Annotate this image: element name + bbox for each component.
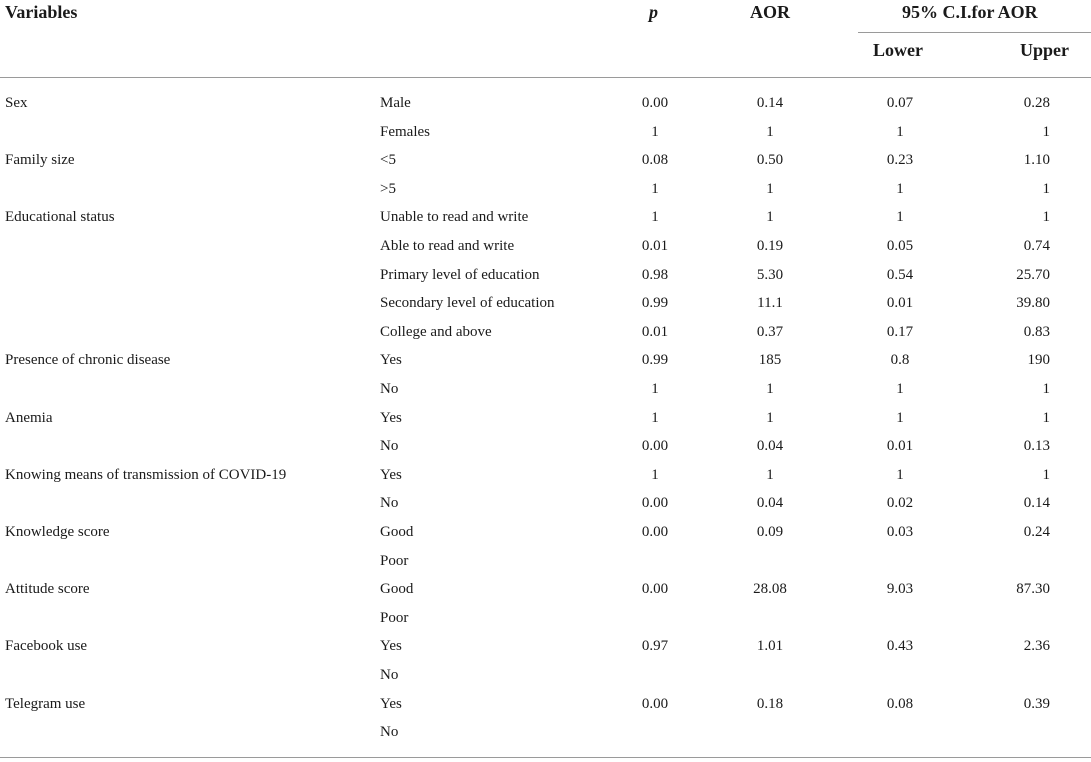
ci-lower-cell: 1 — [896, 381, 904, 397]
aor-cell: 11.1 — [757, 295, 783, 312]
variable-cell: Family size — [5, 152, 75, 169]
ci-lower-cell: 0.01 — [886, 438, 914, 455]
table-row — [0, 695, 1091, 724]
variable-cell: Attitude score — [5, 581, 90, 598]
ci-lower-cell: 0.01 — [886, 295, 914, 312]
ci-upper-cell: 1.10 — [1023, 152, 1050, 169]
p-value-cell: 1 — [651, 180, 659, 197]
aor-cell: 1 — [766, 180, 774, 197]
aor-cell: 185 — [758, 352, 782, 369]
p-value-cell: 1 — [651, 466, 659, 483]
ci-lower-cell: 0.03 — [886, 524, 914, 540]
p-value-cell: 1 — [651, 209, 659, 226]
p-value-cell: 0.00 — [641, 495, 669, 512]
table-row — [0, 494, 1091, 523]
ci-underline — [858, 32, 1091, 33]
ci-upper-cell: 0.24 — [1023, 524, 1050, 540]
p-value-cell: 0.00 — [641, 438, 669, 455]
aor-cell: 0.09 — [756, 524, 784, 540]
header-lower: Lower — [873, 40, 923, 60]
table-row — [0, 94, 1091, 123]
category-cell: Able to read and write — [380, 238, 515, 254]
ci-upper-cell: 1 — [1042, 180, 1050, 197]
ci-upper-cell: 0.13 — [1023, 438, 1050, 455]
aor-cell: 0.04 — [756, 438, 784, 455]
ci-upper-cell: 0.28 — [1023, 95, 1050, 111]
ci-lower-cell: 1 — [896, 409, 904, 426]
category-cell: Yes — [380, 695, 402, 712]
variable-cell: Knowledge score — [5, 524, 110, 540]
aor-cell: 1 — [766, 381, 774, 397]
header-aor: AOR — [750, 2, 790, 22]
variable-cell: Presence of chronic disease — [5, 352, 171, 369]
ci-upper-cell: 2.36 — [1023, 638, 1050, 655]
category-cell: No — [380, 438, 399, 455]
p-value-cell: 0.08 — [641, 152, 669, 169]
ci-upper-cell: 1 — [1042, 123, 1050, 140]
ci-lower-cell: 1 — [896, 209, 904, 226]
header-divider — [0, 77, 1091, 78]
ci-lower-cell: 0.05 — [886, 238, 914, 254]
ci-lower-cell: 0.17 — [886, 323, 914, 340]
p-value-cell: 0.01 — [641, 323, 669, 340]
ci-lower-cell: 0.23 — [886, 152, 914, 169]
category-cell: Good — [380, 524, 414, 540]
category-cell: Yes — [380, 409, 402, 426]
variable-cell: Sex — [5, 95, 28, 111]
ci-upper-cell: 0.39 — [1023, 695, 1050, 712]
variable-cell: Telegram use — [5, 695, 86, 712]
category-cell: Male — [380, 95, 411, 111]
category-cell: Yes — [380, 352, 402, 369]
aor-cell: 1 — [766, 209, 774, 226]
aor-cell: 28.08 — [753, 581, 787, 598]
ci-lower-cell: 0.54 — [886, 266, 914, 283]
table-row — [0, 666, 1091, 695]
category-cell: Poor — [380, 609, 409, 626]
ci-upper-cell: 0.83 — [1023, 323, 1050, 340]
ci-lower-cell: 9.03 — [886, 581, 914, 598]
ci-lower-cell: 1 — [896, 466, 904, 483]
p-value-cell: 0.98 — [641, 266, 669, 283]
p-value-cell: 1 — [651, 123, 659, 140]
category-cell: Good — [380, 581, 414, 598]
p-value-cell: 0.00 — [641, 695, 669, 712]
table-row — [0, 237, 1091, 266]
ci-upper-cell: 0.14 — [1023, 495, 1050, 512]
aor-cell: 0.37 — [756, 323, 784, 340]
category-cell: Yes — [380, 466, 402, 483]
category-cell: <5 — [380, 152, 396, 169]
p-value-cell: 0.97 — [641, 638, 669, 655]
header-p: p — [649, 2, 658, 22]
variable-cell: Anemia — [5, 409, 53, 426]
category-cell: College and above — [380, 323, 492, 340]
ci-upper-cell: 0.74 — [1023, 238, 1050, 254]
table-row — [0, 437, 1091, 466]
category-cell: No — [380, 667, 399, 683]
ci-lower-cell: 0.43 — [886, 638, 914, 655]
ci-upper-cell: 1 — [1042, 209, 1050, 226]
aor-cell: 1 — [766, 466, 774, 483]
p-value-cell: 1 — [651, 409, 659, 426]
p-value-cell: 0.00 — [641, 95, 669, 111]
table-row — [0, 637, 1091, 666]
category-cell: Poor — [380, 552, 409, 569]
table-row — [0, 123, 1091, 152]
table-row — [0, 351, 1091, 380]
ci-lower-cell: 1 — [896, 123, 904, 140]
table-row — [0, 466, 1091, 495]
table-row — [0, 208, 1091, 237]
ci-lower-cell: 0.02 — [886, 495, 914, 512]
header-variables: Variables — [5, 2, 78, 22]
table-row — [0, 609, 1091, 638]
p-value-cell: 0.99 — [641, 352, 669, 369]
category-cell: No — [380, 724, 399, 741]
aor-cell: 0.18 — [756, 695, 784, 712]
category-cell: Primary level of education — [380, 266, 540, 283]
category-cell: Females — [380, 123, 430, 140]
variable-cell: Facebook use — [5, 638, 88, 655]
table-row — [0, 580, 1091, 609]
variable-cell: Knowing means of transmission of COVID-19 — [5, 466, 287, 483]
ci-lower-cell: 0.8 — [890, 352, 910, 369]
ci-upper-cell: 190 — [1027, 352, 1050, 369]
ci-lower-cell: 1 — [896, 180, 904, 197]
table-row — [0, 409, 1091, 438]
ci-upper-cell: 39.80 — [1016, 295, 1050, 312]
p-value-cell: 0.00 — [641, 524, 669, 540]
aor-cell: 0.14 — [756, 95, 784, 111]
table-row — [0, 180, 1091, 209]
ci-upper-cell: 1 — [1042, 466, 1050, 483]
ci-upper-cell: 1 — [1042, 409, 1050, 426]
aor-cell: 1 — [766, 409, 774, 426]
category-cell: No — [380, 495, 399, 512]
header-upper: Upper — [1020, 40, 1069, 60]
table-row — [0, 294, 1091, 323]
table-row — [0, 723, 1091, 752]
ci-upper-cell: 1 — [1042, 381, 1050, 397]
aor-cell: 0.04 — [756, 495, 784, 512]
aor-cell: 5.30 — [756, 266, 784, 283]
table-row — [0, 151, 1091, 180]
aor-cell: 1.01 — [756, 638, 784, 655]
p-value-cell: 0.00 — [641, 581, 669, 598]
p-value-cell: 0.99 — [641, 295, 669, 312]
ci-lower-cell: 0.07 — [886, 95, 914, 111]
category-cell: >5 — [380, 180, 396, 197]
table-row — [0, 380, 1091, 409]
p-value-cell: 1 — [651, 381, 659, 397]
table-row — [0, 323, 1091, 352]
table-row — [0, 523, 1091, 552]
category-cell: Yes — [380, 638, 402, 655]
category-cell: Secondary level of education — [380, 295, 555, 312]
header-ci: 95% C.I.for AOR — [902, 2, 1038, 22]
ci-lower-cell: 0.08 — [886, 695, 914, 712]
category-cell: Unable to read and write — [380, 209, 529, 226]
ci-upper-cell: 87.30 — [1016, 581, 1050, 598]
aor-cell: 0.50 — [756, 152, 784, 169]
variable-cell: Educational status — [5, 209, 115, 226]
aor-cell: 1 — [766, 123, 774, 140]
table-row — [0, 552, 1091, 581]
table-row — [0, 266, 1091, 295]
ci-upper-cell: 25.70 — [1016, 266, 1050, 283]
category-cell: No — [380, 381, 399, 397]
p-value-cell: 0.01 — [641, 238, 669, 254]
table-bottom-rule — [0, 757, 1091, 758]
aor-cell: 0.19 — [756, 238, 784, 254]
